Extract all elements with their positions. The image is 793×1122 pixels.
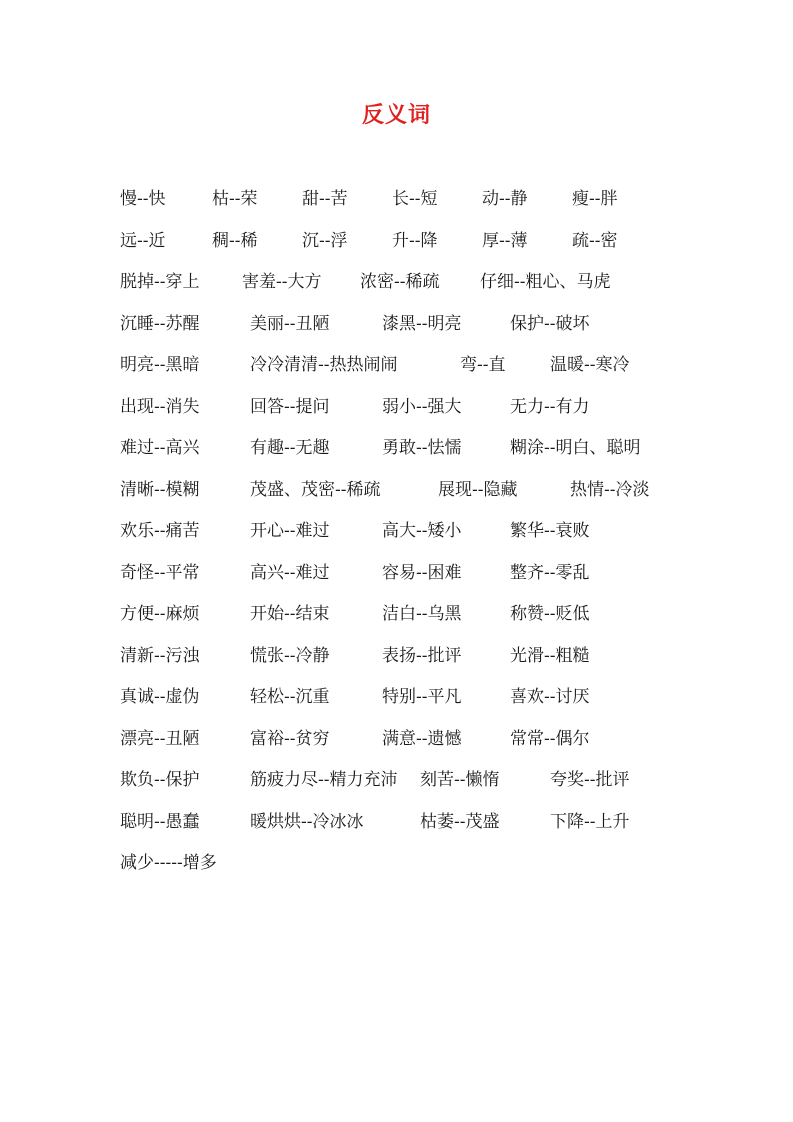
antonym-pair: 厚--薄 — [482, 230, 528, 251]
antonym-row — [120, 850, 740, 892]
antonym-pair: 聪明--愚蠢 — [120, 811, 200, 832]
antonym-pair: 称赞--贬低 — [510, 604, 590, 624]
antonym-row — [120, 186, 740, 228]
antonym-pair: 喜欢--讨厌 — [510, 687, 590, 707]
antonym-pair: 保护--破坏 — [510, 313, 590, 334]
antonym-row — [120, 726, 740, 768]
antonym-pair: 弯--直 — [460, 355, 506, 375]
antonym-pair: 害羞--大方 — [242, 272, 322, 292]
antonym-row — [120, 269, 740, 311]
antonym-pair: 光滑--粗糙 — [510, 645, 590, 666]
antonym-pair: 夸奖--批评 — [550, 770, 630, 790]
antonym-pair: 欺负--保护 — [120, 770, 200, 790]
antonym-pair: 美丽--丑陋 — [250, 313, 330, 334]
antonym-pair: 脱掉--穿上 — [120, 272, 200, 292]
antonym-pair: 漂亮--丑陋 — [120, 728, 200, 749]
antonym-pair: 远--近 — [120, 230, 166, 251]
antonym-pair: 真诚--虚伪 — [120, 687, 200, 707]
antonym-pair: 稠--稀 — [212, 230, 258, 251]
antonym-row — [120, 352, 740, 394]
antonym-pair: 动--静 — [482, 189, 528, 209]
antonym-pair: 方便--麻烦 — [120, 604, 200, 624]
antonym-pair: 糊涂--明白、聪明 — [510, 438, 641, 458]
antonym-pair: 高兴--难过 — [250, 562, 330, 583]
antonym-pair: 明亮--黑暗 — [120, 355, 200, 375]
antonym-pair: 升--降 — [392, 230, 438, 251]
antonym-pair: 漆黑--明亮 — [382, 313, 462, 334]
antonym-pair: 整齐--零乱 — [510, 562, 590, 583]
antonym-pair: 轻松--沉重 — [250, 687, 330, 707]
page-title: 反义词 — [361, 103, 431, 128]
antonym-pair: 慌张--冷静 — [250, 645, 330, 666]
antonym-pair: 有趣--无趣 — [250, 438, 330, 458]
antonym-pair: 开始--结束 — [250, 604, 330, 624]
antonym-pair: 刻苦--懒惰 — [420, 770, 500, 790]
antonym-pair: 清新--污浊 — [120, 645, 200, 666]
antonym-pair: 弱小--强大 — [382, 396, 462, 417]
antonym-pair: 高大--矮小 — [382, 521, 462, 541]
antonym-pair: 枯--荣 — [212, 189, 258, 209]
antonym-pair: 慢--快 — [120, 189, 166, 209]
antonym-pair: 展现--隐藏 — [438, 479, 518, 500]
antonym-pair: 甜--苦 — [302, 189, 348, 209]
antonym-row — [120, 601, 740, 643]
antonym-row — [120, 518, 740, 560]
antonym-pair: 繁华--衰败 — [510, 521, 590, 541]
antonym-row — [120, 311, 740, 353]
antonym-pair: 出现--消失 — [120, 396, 200, 417]
antonym-pair: 奇怪--平常 — [120, 562, 200, 583]
antonym-pair: 难过--高兴 — [120, 438, 200, 458]
antonym-row — [120, 228, 740, 270]
antonym-pair: 容易--困难 — [382, 562, 462, 583]
antonym-pair: 无力--有力 — [510, 396, 590, 417]
antonym-pair: 长--短 — [392, 189, 438, 209]
antonym-pair: 筋疲力尽--精力充沛 — [250, 770, 398, 790]
antonym-pair: 暖烘烘--冷冰冰 — [250, 811, 364, 832]
antonym-row — [120, 477, 740, 519]
antonym-row — [120, 394, 740, 436]
antonym-pair: 热情--冷淡 — [570, 479, 650, 500]
antonym-pair: 减少-----增多 — [120, 853, 217, 873]
antonym-pair: 回答--提问 — [250, 396, 330, 417]
antonym-pair: 特别--平凡 — [382, 687, 462, 707]
antonym-pair: 表扬--批评 — [382, 645, 462, 666]
antonym-pair: 清晰--模糊 — [120, 479, 200, 500]
antonym-pair: 欢乐--痛苦 — [120, 521, 200, 541]
antonym-pair: 富裕--贫穷 — [250, 728, 330, 749]
antonym-row — [120, 684, 740, 726]
antonym-pair: 勇敢--怯懦 — [382, 438, 462, 458]
antonym-pair: 常常--偶尔 — [510, 728, 590, 749]
antonym-pair: 沉睡--苏醒 — [120, 313, 200, 334]
antonym-pair: 瘦--胖 — [572, 189, 618, 209]
antonym-pair: 仔细--粗心、马虎 — [480, 272, 611, 292]
antonym-row — [120, 809, 740, 851]
antonym-pair: 满意--遗憾 — [382, 728, 462, 749]
antonym-pair: 疏--密 — [572, 230, 618, 251]
antonym-pair: 茂盛、茂密--稀疏 — [250, 479, 381, 500]
antonym-pair: 沉--浮 — [302, 230, 348, 251]
antonym-pair: 温暖--寒冷 — [550, 355, 630, 375]
antonym-pair: 洁白--乌黑 — [382, 604, 462, 624]
antonym-row — [120, 560, 740, 602]
antonym-row — [120, 435, 740, 477]
antonym-pair: 下降--上升 — [550, 811, 630, 832]
antonym-pair: 枯萎--茂盛 — [420, 811, 500, 832]
antonym-pair: 冷冷清清--热热闹闹 — [250, 355, 398, 375]
antonym-row — [120, 767, 740, 809]
antonym-list — [120, 186, 740, 892]
antonym-pair: 浓密--稀疏 — [360, 272, 440, 292]
antonym-row — [120, 643, 740, 685]
antonym-pair: 开心--难过 — [250, 521, 330, 541]
